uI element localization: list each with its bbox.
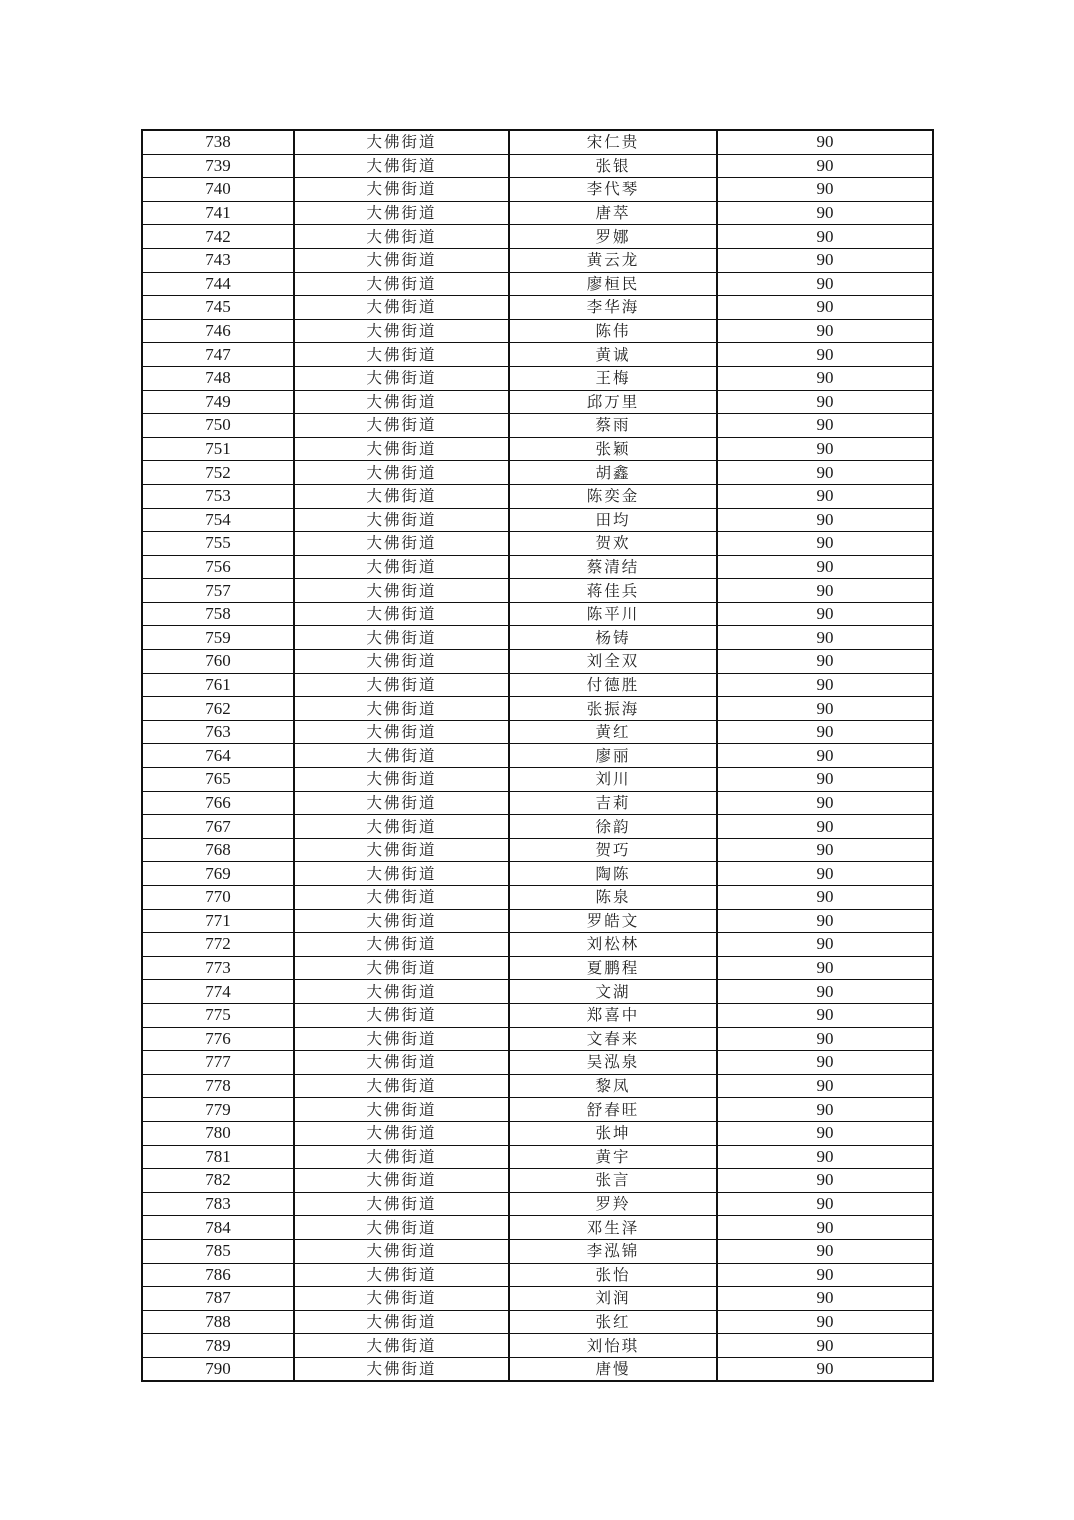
street-cell: 大佛街道 [294, 650, 509, 674]
street-cell: 大佛街道 [294, 1051, 509, 1075]
table-row [142, 296, 933, 320]
serial-number-cell: 759 [142, 626, 294, 650]
table-row [142, 838, 933, 862]
street-cell: 大佛街道 [294, 508, 509, 532]
score-cell: 90 [717, 248, 933, 272]
street-cell: 大佛街道 [294, 154, 509, 178]
serial-number-cell: 755 [142, 532, 294, 556]
street-cell: 大佛街道 [294, 532, 509, 556]
street-cell: 大佛街道 [294, 1263, 509, 1287]
score-cell: 90 [717, 768, 933, 792]
name-cell: 廖桓民 [509, 272, 717, 296]
name-cell: 唐慢 [509, 1357, 717, 1381]
street-cell: 大佛街道 [294, 1145, 509, 1169]
street-cell: 大佛街道 [294, 1216, 509, 1240]
table-row [142, 768, 933, 792]
street-cell: 大佛街道 [294, 579, 509, 603]
score-cell: 90 [717, 1310, 933, 1334]
table-row [142, 366, 933, 390]
street-cell: 大佛街道 [294, 390, 509, 414]
street-cell: 大佛街道 [294, 1027, 509, 1051]
score-cell: 90 [717, 1169, 933, 1193]
table-row [142, 414, 933, 438]
table-row [142, 178, 933, 202]
table-row [142, 791, 933, 815]
score-cell: 90 [717, 1051, 933, 1075]
table-row [142, 626, 933, 650]
street-cell: 大佛街道 [294, 838, 509, 862]
score-cell: 90 [717, 319, 933, 343]
street-cell: 大佛街道 [294, 225, 509, 249]
street-cell: 大佛街道 [294, 272, 509, 296]
name-cell: 李泓锦 [509, 1239, 717, 1263]
name-cell: 王梅 [509, 366, 717, 390]
table-row [142, 508, 933, 532]
score-cell: 90 [717, 1287, 933, 1311]
serial-number-cell: 761 [142, 673, 294, 697]
score-cell: 90 [717, 130, 933, 154]
score-cell: 90 [717, 343, 933, 367]
serial-number-cell: 778 [142, 1074, 294, 1098]
serial-number-cell: 790 [142, 1357, 294, 1381]
table-row [142, 201, 933, 225]
name-cell: 黎凤 [509, 1074, 717, 1098]
serial-number-cell: 767 [142, 815, 294, 839]
score-cell: 90 [717, 886, 933, 910]
table-row [142, 130, 933, 154]
street-cell: 大佛街道 [294, 1074, 509, 1098]
name-cell: 贺欢 [509, 532, 717, 556]
name-cell: 蔡清结 [509, 555, 717, 579]
street-cell: 大佛街道 [294, 1192, 509, 1216]
table-row [142, 673, 933, 697]
serial-number-cell: 748 [142, 366, 294, 390]
serial-number-cell: 763 [142, 720, 294, 744]
street-cell: 大佛街道 [294, 555, 509, 579]
score-cell: 90 [717, 437, 933, 461]
score-cell: 90 [717, 1003, 933, 1027]
table-row [142, 1357, 933, 1381]
street-cell: 大佛街道 [294, 1357, 509, 1381]
name-cell: 蔡雨 [509, 414, 717, 438]
name-cell: 刘全双 [509, 650, 717, 674]
street-cell: 大佛街道 [294, 886, 509, 910]
table-row [142, 1239, 933, 1263]
serial-number-cell: 754 [142, 508, 294, 532]
name-cell: 吉莉 [509, 791, 717, 815]
street-cell: 大佛街道 [294, 697, 509, 721]
score-cell: 90 [717, 1239, 933, 1263]
street-cell: 大佛街道 [294, 602, 509, 626]
serial-number-cell: 756 [142, 555, 294, 579]
name-cell: 舒春旺 [509, 1098, 717, 1122]
serial-number-cell: 741 [142, 201, 294, 225]
name-cell: 李华海 [509, 296, 717, 320]
serial-number-cell: 768 [142, 838, 294, 862]
table-row [142, 1334, 933, 1358]
serial-number-cell: 758 [142, 602, 294, 626]
name-cell: 贺巧 [509, 838, 717, 862]
name-cell: 文春来 [509, 1027, 717, 1051]
score-cell: 90 [717, 1121, 933, 1145]
name-cell: 陈奕金 [509, 484, 717, 508]
name-cell: 付德胜 [509, 673, 717, 697]
table-row [142, 1051, 933, 1075]
name-cell: 吴泓泉 [509, 1051, 717, 1075]
score-cell: 90 [717, 1098, 933, 1122]
serial-number-cell: 772 [142, 933, 294, 957]
serial-number-cell: 769 [142, 862, 294, 886]
score-cell: 90 [717, 815, 933, 839]
score-cell: 90 [717, 296, 933, 320]
street-cell: 大佛街道 [294, 201, 509, 225]
score-cell: 90 [717, 626, 933, 650]
table-row [142, 650, 933, 674]
street-cell: 大佛街道 [294, 461, 509, 485]
street-cell: 大佛街道 [294, 1098, 509, 1122]
street-cell: 大佛街道 [294, 909, 509, 933]
score-cell: 90 [717, 980, 933, 1004]
table-row [142, 1098, 933, 1122]
table-row [142, 225, 933, 249]
table-row [142, 343, 933, 367]
name-cell: 黄诚 [509, 343, 717, 367]
table-row [142, 1216, 933, 1240]
serial-number-cell: 784 [142, 1216, 294, 1240]
score-cell: 90 [717, 650, 933, 674]
serial-number-cell: 753 [142, 484, 294, 508]
name-cell: 刘松林 [509, 933, 717, 957]
serial-number-cell: 745 [142, 296, 294, 320]
table-row [142, 532, 933, 556]
street-cell: 大佛街道 [294, 437, 509, 461]
table-row [142, 1192, 933, 1216]
street-cell: 大佛街道 [294, 319, 509, 343]
name-cell: 蒋佳兵 [509, 579, 717, 603]
name-cell: 徐韵 [509, 815, 717, 839]
table-row [142, 697, 933, 721]
name-cell: 文湖 [509, 980, 717, 1004]
table-row [142, 319, 933, 343]
table-row [142, 744, 933, 768]
score-cell: 90 [717, 1027, 933, 1051]
street-cell: 大佛街道 [294, 768, 509, 792]
street-cell: 大佛街道 [294, 366, 509, 390]
table-row [142, 1145, 933, 1169]
roster-table [141, 129, 934, 1382]
name-cell: 刘怡琪 [509, 1334, 717, 1358]
serial-number-cell: 744 [142, 272, 294, 296]
name-cell: 张颖 [509, 437, 717, 461]
serial-number-cell: 740 [142, 178, 294, 202]
street-cell: 大佛街道 [294, 956, 509, 980]
street-cell: 大佛街道 [294, 248, 509, 272]
street-cell: 大佛街道 [294, 343, 509, 367]
street-cell: 大佛街道 [294, 296, 509, 320]
table-row [142, 720, 933, 744]
serial-number-cell: 779 [142, 1098, 294, 1122]
table-row [142, 933, 933, 957]
serial-number-cell: 785 [142, 1239, 294, 1263]
serial-number-cell: 787 [142, 1287, 294, 1311]
street-cell: 大佛街道 [294, 980, 509, 1004]
score-cell: 90 [717, 1074, 933, 1098]
street-cell: 大佛街道 [294, 815, 509, 839]
street-cell: 大佛街道 [294, 720, 509, 744]
serial-number-cell: 739 [142, 154, 294, 178]
name-cell: 黄云龙 [509, 248, 717, 272]
table-row [142, 579, 933, 603]
name-cell: 夏鹏程 [509, 956, 717, 980]
name-cell: 张言 [509, 1169, 717, 1193]
street-cell: 大佛街道 [294, 862, 509, 886]
table-row [142, 461, 933, 485]
score-cell: 90 [717, 673, 933, 697]
name-cell: 黄宇 [509, 1145, 717, 1169]
serial-number-cell: 738 [142, 130, 294, 154]
name-cell: 刘润 [509, 1287, 717, 1311]
name-cell: 田均 [509, 508, 717, 532]
score-cell: 90 [717, 225, 933, 249]
score-cell: 90 [717, 909, 933, 933]
table-row [142, 555, 933, 579]
serial-number-cell: 789 [142, 1334, 294, 1358]
serial-number-cell: 780 [142, 1121, 294, 1145]
name-cell: 罗皓文 [509, 909, 717, 933]
table-row [142, 248, 933, 272]
serial-number-cell: 765 [142, 768, 294, 792]
score-cell: 90 [717, 862, 933, 886]
serial-number-cell: 782 [142, 1169, 294, 1193]
score-cell: 90 [717, 1334, 933, 1358]
street-cell: 大佛街道 [294, 933, 509, 957]
table-row [142, 437, 933, 461]
score-cell: 90 [717, 956, 933, 980]
serial-number-cell: 752 [142, 461, 294, 485]
score-cell: 90 [717, 461, 933, 485]
street-cell: 大佛街道 [294, 744, 509, 768]
street-cell: 大佛街道 [294, 178, 509, 202]
serial-number-cell: 762 [142, 697, 294, 721]
score-cell: 90 [717, 484, 933, 508]
street-cell: 大佛街道 [294, 626, 509, 650]
street-cell: 大佛街道 [294, 1121, 509, 1145]
name-cell: 郑喜中 [509, 1003, 717, 1027]
name-cell: 邱万里 [509, 390, 717, 414]
serial-number-cell: 751 [142, 437, 294, 461]
street-cell: 大佛街道 [294, 1169, 509, 1193]
table-row [142, 1074, 933, 1098]
street-cell: 大佛街道 [294, 1334, 509, 1358]
serial-number-cell: 766 [142, 791, 294, 815]
score-cell: 90 [717, 366, 933, 390]
serial-number-cell: 742 [142, 225, 294, 249]
name-cell: 张振海 [509, 697, 717, 721]
score-cell: 90 [717, 1263, 933, 1287]
table-row [142, 154, 933, 178]
name-cell: 陈泉 [509, 886, 717, 910]
score-cell: 90 [717, 744, 933, 768]
table-row [142, 909, 933, 933]
score-cell: 90 [717, 201, 933, 225]
serial-number-cell: 746 [142, 319, 294, 343]
table-row [142, 1310, 933, 1334]
name-cell: 宋仁贵 [509, 130, 717, 154]
street-cell: 大佛街道 [294, 1287, 509, 1311]
table-row [142, 1263, 933, 1287]
score-cell: 90 [717, 720, 933, 744]
table-row [142, 862, 933, 886]
roster-table-body [142, 130, 933, 1381]
table-row [142, 815, 933, 839]
serial-number-cell: 773 [142, 956, 294, 980]
serial-number-cell: 750 [142, 414, 294, 438]
serial-number-cell: 760 [142, 650, 294, 674]
serial-number-cell: 743 [142, 248, 294, 272]
serial-number-cell: 774 [142, 980, 294, 1004]
name-cell: 张怡 [509, 1263, 717, 1287]
table-row [142, 272, 933, 296]
name-cell: 胡鑫 [509, 461, 717, 485]
name-cell: 廖丽 [509, 744, 717, 768]
score-cell: 90 [717, 838, 933, 862]
name-cell: 邓生泽 [509, 1216, 717, 1240]
name-cell: 张坤 [509, 1121, 717, 1145]
name-cell: 罗娜 [509, 225, 717, 249]
name-cell: 杨铸 [509, 626, 717, 650]
score-cell: 90 [717, 532, 933, 556]
name-cell: 陈伟 [509, 319, 717, 343]
street-cell: 大佛街道 [294, 414, 509, 438]
table-row [142, 886, 933, 910]
table-row [142, 390, 933, 414]
score-cell: 90 [717, 1192, 933, 1216]
serial-number-cell: 764 [142, 744, 294, 768]
name-cell: 刘川 [509, 768, 717, 792]
serial-number-cell: 749 [142, 390, 294, 414]
serial-number-cell: 783 [142, 1192, 294, 1216]
score-cell: 90 [717, 508, 933, 532]
street-cell: 大佛街道 [294, 673, 509, 697]
table-row [142, 602, 933, 626]
serial-number-cell: 776 [142, 1027, 294, 1051]
score-cell: 90 [717, 697, 933, 721]
score-cell: 90 [717, 1145, 933, 1169]
serial-number-cell: 775 [142, 1003, 294, 1027]
name-cell: 陶陈 [509, 862, 717, 886]
serial-number-cell: 757 [142, 579, 294, 603]
score-cell: 90 [717, 154, 933, 178]
street-cell: 大佛街道 [294, 484, 509, 508]
serial-number-cell: 777 [142, 1051, 294, 1075]
name-cell: 罗羚 [509, 1192, 717, 1216]
name-cell: 唐萃 [509, 201, 717, 225]
table-row [142, 1287, 933, 1311]
table-row [142, 1169, 933, 1193]
serial-number-cell: 788 [142, 1310, 294, 1334]
table-row [142, 980, 933, 1004]
name-cell: 李代琴 [509, 178, 717, 202]
name-cell: 张红 [509, 1310, 717, 1334]
table-row [142, 1027, 933, 1051]
serial-number-cell: 747 [142, 343, 294, 367]
score-cell: 90 [717, 414, 933, 438]
street-cell: 大佛街道 [294, 791, 509, 815]
street-cell: 大佛街道 [294, 1003, 509, 1027]
serial-number-cell: 786 [142, 1263, 294, 1287]
score-cell: 90 [717, 272, 933, 296]
score-cell: 90 [717, 1357, 933, 1381]
table-row [142, 1121, 933, 1145]
street-cell: 大佛街道 [294, 130, 509, 154]
street-cell: 大佛街道 [294, 1310, 509, 1334]
table-row [142, 484, 933, 508]
score-cell: 90 [717, 178, 933, 202]
name-cell: 黄红 [509, 720, 717, 744]
score-cell: 90 [717, 555, 933, 579]
name-cell: 陈平川 [509, 602, 717, 626]
table-row [142, 1003, 933, 1027]
street-cell: 大佛街道 [294, 1239, 509, 1263]
score-cell: 90 [717, 1216, 933, 1240]
table-row [142, 956, 933, 980]
score-cell: 90 [717, 390, 933, 414]
score-cell: 90 [717, 602, 933, 626]
score-cell: 90 [717, 579, 933, 603]
name-cell: 张银 [509, 154, 717, 178]
serial-number-cell: 781 [142, 1145, 294, 1169]
serial-number-cell: 770 [142, 886, 294, 910]
serial-number-cell: 771 [142, 909, 294, 933]
score-cell: 90 [717, 791, 933, 815]
score-cell: 90 [717, 933, 933, 957]
